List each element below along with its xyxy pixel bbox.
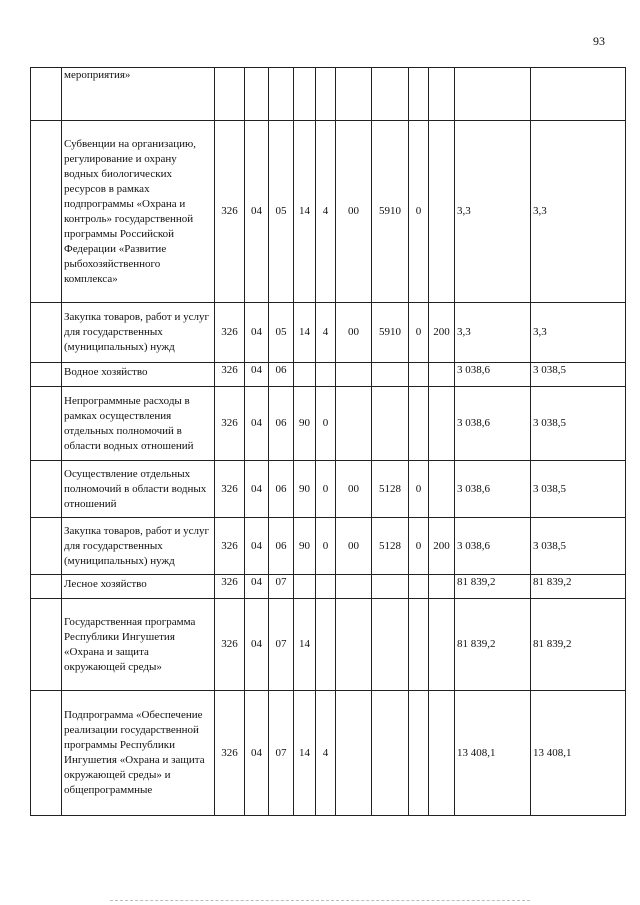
amount-cell: 3,3 [455,303,531,363]
amount-cell: 3,3 [455,121,531,303]
amount-cell: 3 038,5 [531,461,626,518]
code-cell: 326 [215,461,245,518]
code-cell: 04 [245,461,269,518]
code-cell: 04 [245,387,269,461]
amount-cell: 13 408,1 [455,691,531,816]
index-cell [31,691,62,816]
code-cell: 04 [245,303,269,363]
amount-cell: 81 839,2 [531,575,626,599]
code-cell: 04 [245,518,269,575]
index-cell [31,303,62,363]
code-cell: 326 [215,518,245,575]
code-cell: 326 [215,303,245,363]
code-cell: 14 [294,599,316,691]
code-cell: 07 [269,599,294,691]
code-cell [409,387,429,461]
amount-cell: 3 038,5 [531,518,626,575]
row-name: Подпрограмма «Обеспечение реализации государственной программы Республики Ингушетия «Охрана и защита окружающей среды» и общепрограммные [62,691,215,816]
code-cell: 5910 [372,121,409,303]
code-cell: 07 [269,575,294,599]
code-cell: 5910 [372,303,409,363]
code-cell: 00 [336,461,372,518]
table-row [31,461,626,518]
code-cell: 326 [215,575,245,599]
table-row [31,121,626,303]
code-cell: 200 [429,303,455,363]
code-cell: 326 [215,387,245,461]
code-cell: 04 [245,575,269,599]
row-name: Водное хозяйство [62,363,215,387]
code-cell [316,68,336,121]
index-cell [31,121,62,303]
row-name: Закупка товаров, работ и услуг для государственных (муниципальных) нужд [62,518,215,575]
table-row [31,575,626,599]
code-cell: 05 [269,303,294,363]
code-cell [294,68,316,121]
code-cell [336,68,372,121]
code-cell: 06 [269,518,294,575]
amount-cell: 3,3 [531,121,626,303]
table-row [31,599,626,691]
code-cell [409,691,429,816]
code-cell: 06 [269,461,294,518]
scan-artifact-line [110,899,530,901]
code-cell [409,363,429,387]
amount-cell: 81 839,2 [455,575,531,599]
index-cell [31,387,62,461]
code-cell: 326 [215,363,245,387]
code-cell [269,68,294,121]
code-cell: 0 [409,303,429,363]
code-cell: 90 [294,387,316,461]
code-cell: 04 [245,599,269,691]
index-cell [31,363,62,387]
code-cell [316,575,336,599]
code-cell: 00 [336,121,372,303]
code-cell: 4 [316,303,336,363]
table-row [31,691,626,816]
code-cell [215,68,245,121]
table-row [31,68,626,121]
code-cell: 0 [316,518,336,575]
amount-cell: 3 038,5 [531,363,626,387]
code-cell: 5128 [372,461,409,518]
code-cell [429,691,455,816]
amount-cell: 81 839,2 [455,599,531,691]
code-cell: 0 [409,518,429,575]
index-cell [31,461,62,518]
code-cell: 4 [316,121,336,303]
code-cell [372,575,409,599]
code-cell: 90 [294,518,316,575]
code-cell: 14 [294,121,316,303]
amount-cell [455,68,531,121]
code-cell: 05 [269,121,294,303]
code-cell [429,575,455,599]
code-cell: 5128 [372,518,409,575]
amount-cell: 81 839,2 [531,599,626,691]
code-cell: 04 [245,363,269,387]
amount-cell: 3 038,6 [455,518,531,575]
amount-cell: 13 408,1 [531,691,626,816]
budget-table [30,67,626,816]
code-cell [316,599,336,691]
code-cell [372,691,409,816]
code-cell: 00 [336,518,372,575]
row-name: Непрограммные расходы в рамках осуществления отдельных полномочий в области водных отношений [62,387,215,461]
page-number: 93 [593,34,605,48]
table-row [31,363,626,387]
code-cell [372,599,409,691]
row-name: Государственная программа Республики Ингушетия «Охрана и защита окружающей среды» [62,599,215,691]
amount-cell: 3 038,6 [455,363,531,387]
code-cell: 0 [409,121,429,303]
code-cell: 326 [215,691,245,816]
code-cell: 326 [215,121,245,303]
table-row [31,518,626,575]
code-cell [336,691,372,816]
code-cell [429,68,455,121]
code-cell [294,575,316,599]
code-cell [316,363,336,387]
code-cell: 04 [245,691,269,816]
code-cell: 326 [215,599,245,691]
code-cell: 90 [294,461,316,518]
code-cell [429,599,455,691]
amount-cell [531,68,626,121]
code-cell: 14 [294,303,316,363]
code-cell [409,599,429,691]
code-cell [429,387,455,461]
code-cell: 0 [316,387,336,461]
code-cell [294,363,316,387]
code-cell [336,387,372,461]
index-cell [31,575,62,599]
code-cell [372,363,409,387]
code-cell [245,68,269,121]
amount-cell: 3,3 [531,303,626,363]
code-cell [409,575,429,599]
code-cell: 00 [336,303,372,363]
table-row [31,387,626,461]
amount-cell: 3 038,5 [531,387,626,461]
index-cell [31,599,62,691]
code-cell [336,363,372,387]
code-cell [372,387,409,461]
code-cell: 06 [269,363,294,387]
code-cell: 0 [409,461,429,518]
code-cell [372,68,409,121]
code-cell [336,575,372,599]
row-name: Осуществление отдельных полномочий в области водных отношений [62,461,215,518]
code-cell [409,68,429,121]
code-cell [429,121,455,303]
code-cell: 0 [316,461,336,518]
amount-cell: 3 038,6 [455,461,531,518]
code-cell [336,599,372,691]
code-cell: 200 [429,518,455,575]
row-name: Лесное хозяйство [62,575,215,599]
table-row [31,303,626,363]
row-name: мероприятия» [62,68,215,121]
amount-cell: 3 038,6 [455,387,531,461]
code-cell: 07 [269,691,294,816]
row-name: Субвенции на организацию, регулирование и охрану водных биологических ресурсов в рамках подпрограммы «Охрана и контроль» государственной программы Российской Федерации «Развитие рыбохозяйственного комплекса» [62,121,215,303]
code-cell [429,461,455,518]
code-cell: 4 [316,691,336,816]
code-cell: 04 [245,121,269,303]
code-cell [429,363,455,387]
index-cell [31,518,62,575]
index-cell [31,68,62,121]
code-cell: 06 [269,387,294,461]
row-name: Закупка товаров, работ и услуг для государственных (муниципальных) нужд [62,303,215,363]
code-cell: 14 [294,691,316,816]
